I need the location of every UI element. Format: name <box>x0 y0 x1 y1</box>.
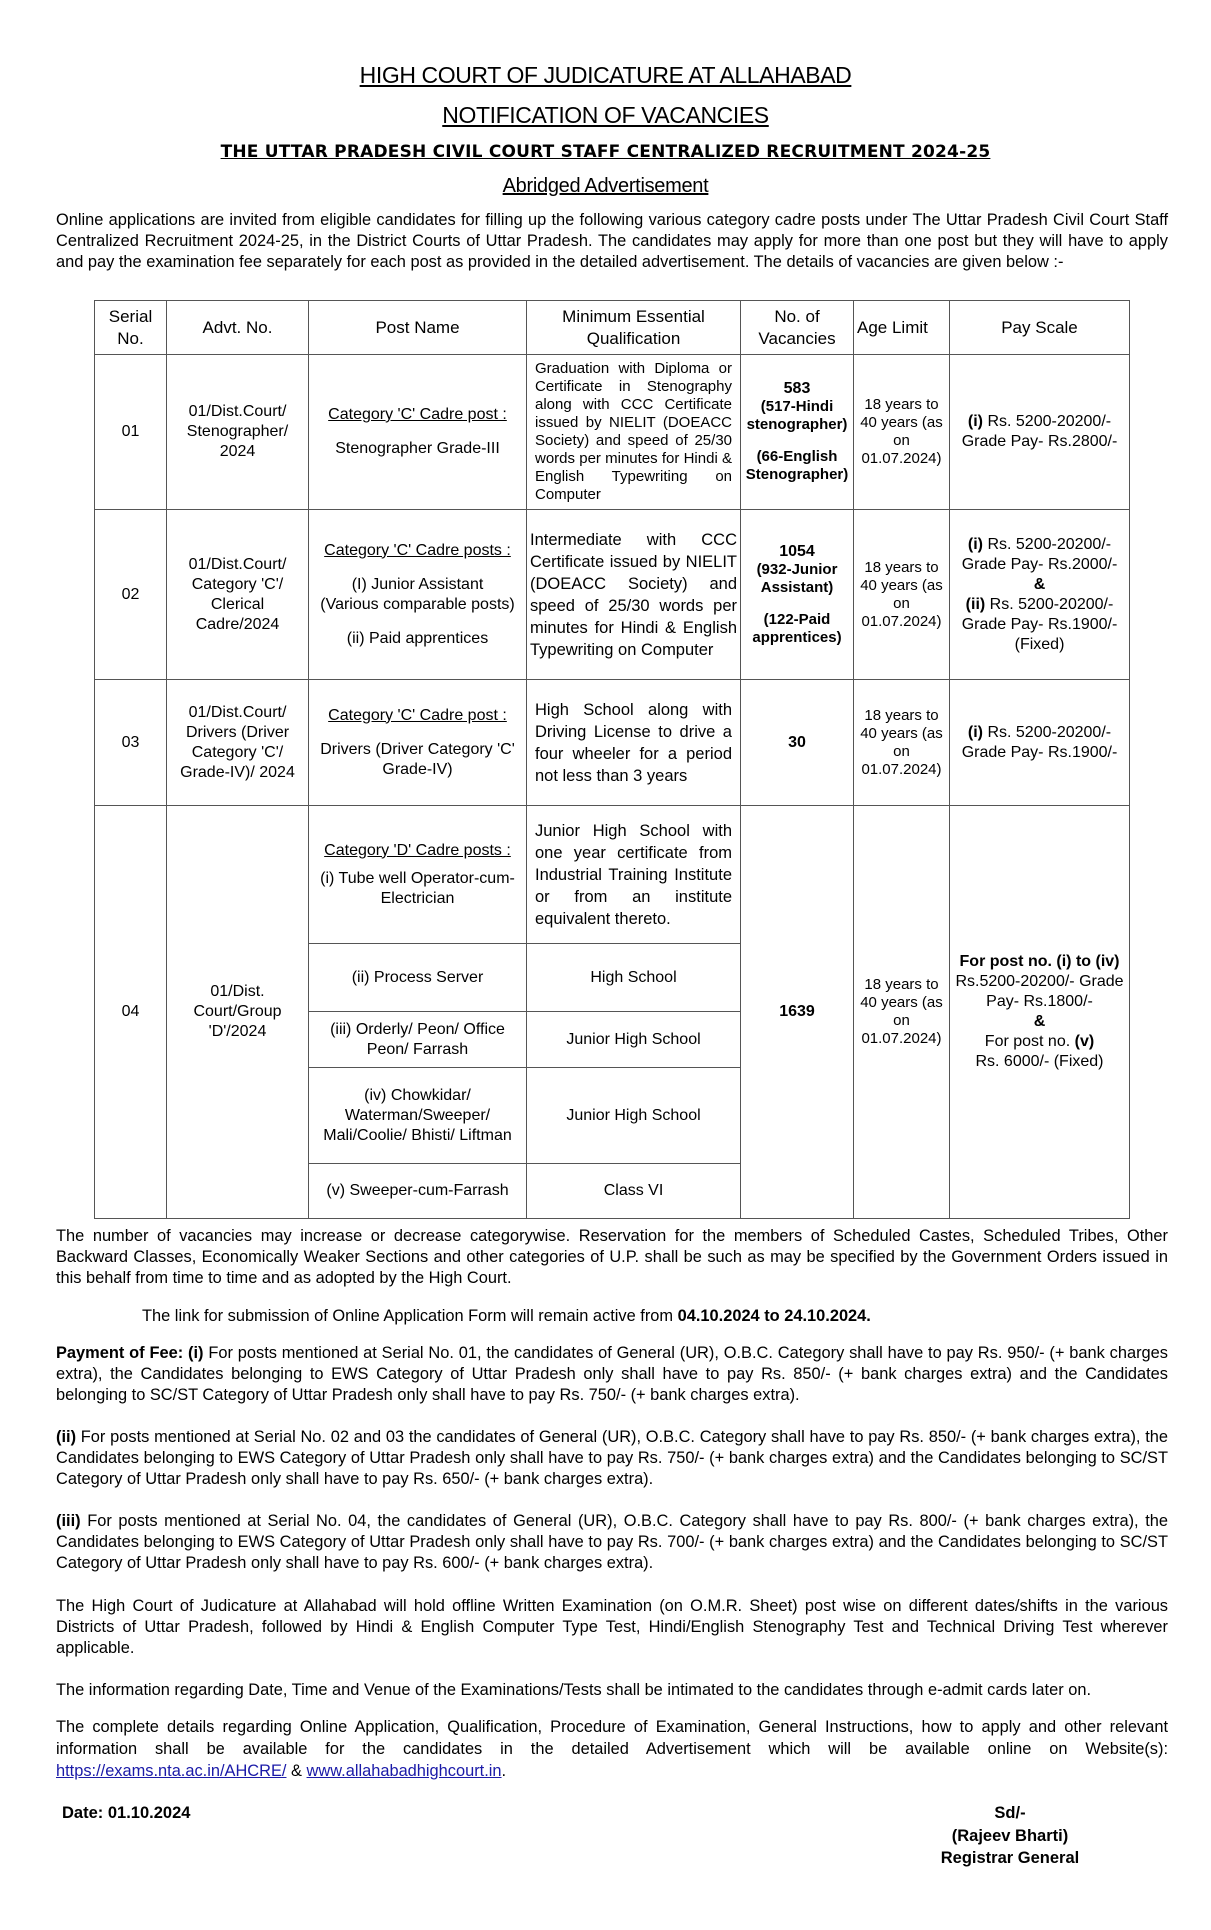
table-header-row <box>95 301 1130 355</box>
post-name: (I) Junior Assistant <box>351 575 484 593</box>
signatory-name: (Rajeev Bharti) <box>951 1827 1069 1845</box>
signature-sd: Sd/- <box>994 1804 1026 1822</box>
post-cell <box>309 680 527 806</box>
details-text: The complete details regarding Online Application, Qualification, Procedure of Examination, General Instructions, how to apply and other relevant information shall be available for the candidates in the detailed Advertisement which will be available online on Website(s): <box>56 1718 1168 1758</box>
post-name: Stenographer Grade-III <box>335 440 500 457</box>
post-name: (ii) Paid apprentices <box>346 629 489 647</box>
vacancies-split: (517-Hindi stenographer) <box>746 398 848 433</box>
qualification-cell: Graduation with Diploma or Certificate in Stenography along with CCC Certificate issued by NIELIT (DOEACC Society) and speed of 25/30 words per minutes for Hindi & English Typewriting on Computer <box>527 355 741 510</box>
nta-link[interactable]: https://exams.nta.ac.in/AHCRE/ <box>56 1762 287 1780</box>
post-cell <box>309 355 527 510</box>
table-row <box>95 355 1130 510</box>
link-active-text: The link for submission of Online Application Form will remain active from <box>142 1307 674 1325</box>
serial-cell: 01 <box>95 355 167 510</box>
pay-cell <box>950 806 1130 1219</box>
header-vacancies: No. of Vacancies <box>741 301 854 355</box>
table-row <box>95 680 1130 806</box>
vacancies-split: (66-English Stenographer) <box>745 448 849 483</box>
vacancies-total: 583 <box>783 380 811 397</box>
cadre-label: Category 'D' Cadre posts : <box>324 841 511 859</box>
post-cell: (v) Sweeper-cum-Farrash <box>309 1164 527 1219</box>
vacancies-split: (122-Paid apprentices) <box>752 610 842 646</box>
pay-cell <box>950 355 1130 510</box>
age-cell: 18 years to 40 years (as on 01.07.2024) <box>854 510 950 680</box>
qualification-cell: Junior High School <box>527 1012 741 1068</box>
post-cell <box>309 510 527 680</box>
vacancies-cell: 1639 <box>741 806 854 1219</box>
pay-scale: Rs. 5200-20200/- Grade Pay- Rs.1900/- <box>961 723 1118 761</box>
serial-cell: 02 <box>95 510 167 680</box>
fee-paragraph-iii <box>56 1511 1168 1574</box>
pay-cell <box>950 680 1130 806</box>
vacancies-cell: 30 <box>741 680 854 806</box>
header-pay: Pay Scale <box>950 301 1130 355</box>
pay-heading: For post no. <box>984 1033 1071 1050</box>
post-cell: (iii) Orderly/ Peon/ Office Peon/ Farrash <box>309 1012 527 1068</box>
fee-text: For posts mentioned at Serial No. 02 and 03 the candidates of General (UR), O.B.C. Category shall have to pay Rs. 850/- (+ bank charges extra), the Candidates belonging to EWS Category of Uttar Pradesh only shall have to pay Rs. 750/- (+ bank charges extra) and the Candidates belonging to SC/ST Category of Uttar Pradesh only shall have to pay Rs. 650/- (+ bank charges extra). <box>56 1428 1168 1488</box>
recruitment-title: THE UTTAR PRADESH CIVIL COURT STAFF CENTRALIZED RECRUITMENT 2024-25 <box>220 142 991 162</box>
pay-cell <box>950 510 1130 680</box>
pay-heading: For post no. (i) to (iv) <box>959 953 1120 970</box>
exam-paragraph: The High Court of Judicature at Allahabad will hold offline Written Examination (on O.M.R. Sheet) post wise on different dates/shifts in the various Districts of Uttar Pradesh, followed by Hindi & English Computer Type Test, Hindi/English Stenography Test and Technical Driving Test wherever applicable. <box>56 1597 1168 1657</box>
post-name: (i) Tube well Operator-cum-Electrician <box>320 869 515 907</box>
post-name: Drivers (Driver Category 'C' Grade-IV) <box>320 740 515 778</box>
age-cell: 18 years to 40 years (as on 01.07.2024) <box>854 680 950 806</box>
header-serial: Serial No. <box>95 301 167 355</box>
post-cell <box>309 806 527 944</box>
pay-and: & <box>1033 575 1046 593</box>
fee-text: For posts mentioned at Serial No. 01, the candidates of General (UR), O.B.C. Category shall have to pay Rs. 950/- (+ bank charges extra), the Candidates belonging to EWS Category of Uttar Pradesh only shall have to pay Rs. 850/- (+ bank charges extra) and the Candidates belonging to SC/ST Category of Uttar Pradesh only shall have to pay Rs. 750/- (+ bank charges extra). <box>56 1344 1168 1404</box>
qualification-cell: Intermediate with CCC Certificate issued by NIELIT (DOEACC Society) and speed of 25/30 words per minutes for Hindi & English Typewriting on Computer <box>527 510 741 680</box>
cadre-label: Category 'C' Cadre post : <box>328 406 507 423</box>
vacancy-table <box>94 300 1130 1219</box>
details-paragraph <box>56 1716 1168 1782</box>
vacancies-total: 1054 <box>779 542 815 560</box>
fee-paragraph-i <box>56 1343 1168 1406</box>
post-note: (Various comparable posts) <box>320 595 515 613</box>
pay-number: (ii) <box>965 595 986 613</box>
details-amp: & <box>291 1762 302 1780</box>
vacancies-cell <box>741 355 854 510</box>
table-row <box>95 510 1130 680</box>
header-age: Age Limit <box>854 301 950 355</box>
age-cell: 18 years to 40 years (as on 01.07.2024) <box>854 355 950 510</box>
fee-text: For posts mentioned at Serial No. 04, the candidates of General (UR), O.B.C. Category shall have to pay Rs. 800/- (+ bank charges extra), the Candidates belonging to EWS Category of Uttar Pradesh only shall have to pay Rs. 700/- (+ bank charges extra) and the Candidates belonging to SC/ST Category of Uttar Pradesh only shall have to pay Rs. 600/- (+ bank charges extra). <box>56 1512 1168 1572</box>
header-post: Post Name <box>309 301 527 355</box>
qualification-cell: Class VI <box>527 1164 741 1219</box>
intro-paragraph: Online applications are invited from eligible candidates for filling up the following various category cadre posts under The Uttar Pradesh Civil Court Staff Centralized Recruitment 2024-25, in the District Courts of Uttar Pradesh. The candidates may apply for more than one post but they will have to apply and pay the examination fee separately for each post as provided in the detailed advertisement. The details of vacancies are given below :- <box>56 211 1168 271</box>
signatory-designation: Registrar General <box>940 1849 1080 1867</box>
serial-cell: 03 <box>95 680 167 806</box>
notification-title: NOTIFICATION OF VACANCIES <box>442 102 769 128</box>
qualification-cell: High School along with Driving License to drive a four wheeler for a period not less than 3 years <box>527 680 741 806</box>
post-cell: (iv) Chowkidar/ Waterman/Sweeper/ Mali/Coolie/ Bhisti/ Liftman <box>309 1068 527 1164</box>
details-end: . <box>501 1762 507 1780</box>
link-active-paragraph <box>56 1306 1168 1327</box>
age-cell: 18 years to 40 years (as on 01.07.2024) <box>854 806 950 1219</box>
cadre-label: Category 'C' Cadre post : <box>328 706 507 724</box>
advt-cell: 01/Dist.Court/ Drivers (Driver Category 'C'/ Grade-IV)/ 2024 <box>167 680 309 806</box>
pay-number: (i) <box>967 535 983 553</box>
post-cell: (ii) Process Server <box>309 944 527 1012</box>
pay-scale: Rs.5200-20200/- Grade Pay- Rs.1800/- <box>955 973 1124 1010</box>
reservation-paragraph: The number of vacancies may increase or decrease categorywise. Reservation for the members of Scheduled Castes, Scheduled Tribes, Other Backward Classes, Economically Weaker Sections and other categories of U.P. shall be such as may be specified by the Government Orders issued in this behalf from time to time and as adopted by the High Court. <box>56 1227 1168 1287</box>
cadre-label: Category 'C' Cadre posts : <box>324 541 511 559</box>
advt-cell: 01/Dist.Court/ Stenographer/ 2024 <box>167 355 309 510</box>
header-advt: Advt. No. <box>167 301 309 355</box>
advt-cell: 01/Dist.Court/ Category 'C'/ Clerical Cadre/2024 <box>167 510 309 680</box>
fee-paragraph-ii <box>56 1427 1168 1490</box>
pay-number: (v) <box>1074 1033 1095 1050</box>
pay-scale: Rs. 5200-20200/- Grade Pay- Rs.1900/- (Fixed) <box>961 595 1118 653</box>
fee-number: (iii) <box>56 1512 81 1530</box>
vacancies-cell <box>741 510 854 680</box>
pay-scale: Rs. 5200-20200/- Grade Pay- Rs.2000/- <box>961 535 1118 573</box>
link-active-dates: 04.10.2024 to 24.10.2024. <box>677 1307 871 1325</box>
pay-and: & <box>1033 1013 1046 1030</box>
fee-number: (ii) <box>56 1428 77 1446</box>
notice-date: Date: 01.10.2024 <box>62 1804 191 1822</box>
pay-number: (i) <box>967 413 983 430</box>
vacancies-split: (932-Junior Assistant) <box>756 560 838 596</box>
fee-label: Payment of Fee: <box>56 1344 184 1362</box>
pay-number: (i) <box>967 723 983 741</box>
qualification-cell: High School <box>527 944 741 1012</box>
table-row <box>95 806 1130 944</box>
header-qualification: Minimum Essential Qualification <box>527 301 741 355</box>
abridged-title: Abridged Advertisement <box>502 175 709 197</box>
qualification-cell: Junior High School <box>527 1068 741 1164</box>
admit-paragraph: The information regarding Date, Time and Venue of the Examinations/Tests shall be intimated to the candidates through e-admit cards later on. <box>56 1681 1092 1699</box>
qualification-cell: Junior High School with one year certificate from Industrial Training Institute or from an institute equivalent thereto. <box>527 806 741 944</box>
court-title: HIGH COURT OF JUDICATURE AT ALLAHABAD <box>359 62 852 88</box>
pay-scale: Rs. 6000/- (Fixed) <box>975 1053 1104 1070</box>
advt-cell: 01/Dist. Court/Group 'D'/2024 <box>167 806 309 1219</box>
high-court-link[interactable]: www.allahabadhighcourt.in <box>306 1762 502 1780</box>
serial-cell: 04 <box>95 806 167 1219</box>
pay-scale: Rs. 5200-20200/- Grade Pay- Rs.2800/- <box>961 413 1118 450</box>
fee-number: (i) <box>188 1344 204 1362</box>
